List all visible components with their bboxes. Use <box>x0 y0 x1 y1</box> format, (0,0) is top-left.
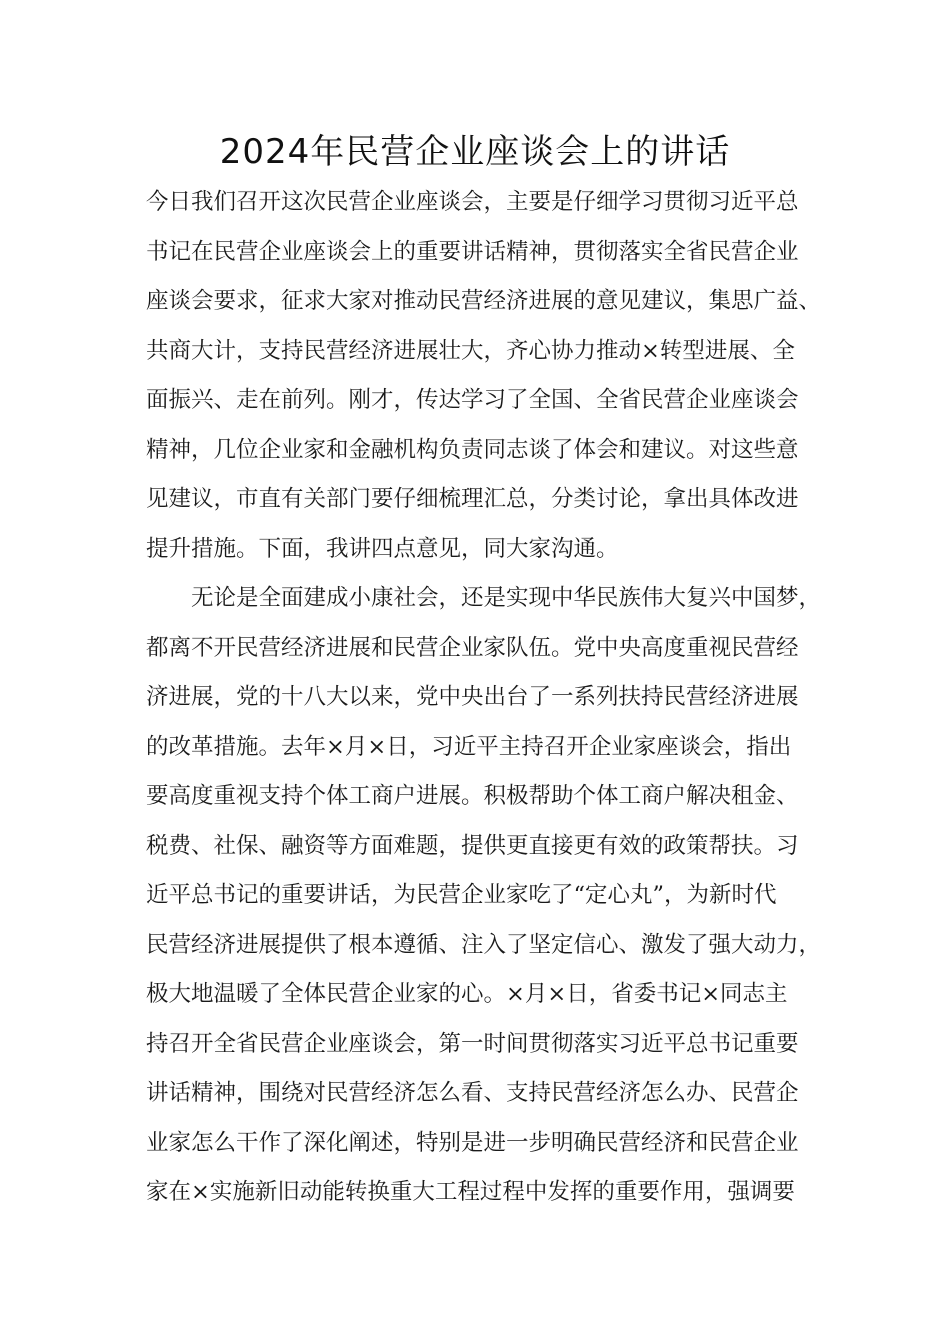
text-line: 今日我们召开这次民营企业座谈会，主要是仔细学习贯彻习近平总 <box>146 189 799 215</box>
text-line: 民营经济进展提供了根本遵循、注入了坚定信心、激发了强大动力， <box>146 931 822 958</box>
text-line: 持召开全省民营企业座谈会，第一时间贯彻落实习近平总书记重要 <box>146 1030 799 1057</box>
text-line: 家在×实施新旧动能转换重大工程过程中发挥的重要作用，强调要 <box>146 1179 795 1205</box>
text-line: 要高度重视支持个体工商户进展。积极帮助个体工商户解决租金、 <box>146 783 799 809</box>
text-line: 税费、社保、融资等方面难题，提供更直接更有效的政策帮扶。习 <box>146 832 799 859</box>
text-line: 济进展，党的十八大以来，党中央出台了一系列扶持民营经济进展 <box>146 684 799 710</box>
text-line: 近平总书记的重要讲话，为民营企业家吃了“定心丸”，为新时代 <box>146 882 777 908</box>
text-line: 书记在民营企业座谈会上的重要讲话精神，贯彻落实全省民营企业 <box>146 238 799 265</box>
text-line: 座谈会要求，征求大家对推动民营经济进展的意见建议，集思广益、 <box>146 288 822 314</box>
text-line: 提升措施。下面，我讲四点意见，同大家沟通。 <box>146 535 619 562</box>
document-body <box>146 178 826 1218</box>
text-line: 见建议，市直有关部门要仔细梳理汇总，分类讨论，拿出具体改进 <box>146 486 799 512</box>
text-line: 面振兴、走在前列。刚才，传达学习了全国、全省民营企业座谈会 <box>146 387 799 413</box>
text-line: 极大地温暖了全体民营企业家的心。×月×日，省委书记×同志主 <box>146 981 788 1007</box>
text-line: 的改革措施。去年×月×日，习近平主持召开企业家座谈会，指出 <box>146 733 792 760</box>
text-line: 讲话精神，围绕对民营经济怎么看、支持民营经济怎么办、民营企 <box>146 1080 799 1106</box>
document-title: 2024年民营企业座谈会上的讲话 <box>219 132 731 172</box>
text-line: 精神，几位企业家和金融机构负责同志谈了体会和建议。对这些意 <box>146 436 799 463</box>
text-line: 无论是全面建成小康社会，还是实现中华民族伟大复兴中国梦， <box>146 585 822 611</box>
text-line: 都离不开民营经济进展和民营企业家队伍。党中央高度重视民营经 <box>146 634 799 661</box>
text-line: 业家怎么干作了深化阐述，特别是进一步明确民营经济和民营企业 <box>146 1129 799 1156</box>
text-line: 共商大计，支持民营经济进展壮大，齐心协力推动×转型进展、全 <box>146 337 795 364</box>
